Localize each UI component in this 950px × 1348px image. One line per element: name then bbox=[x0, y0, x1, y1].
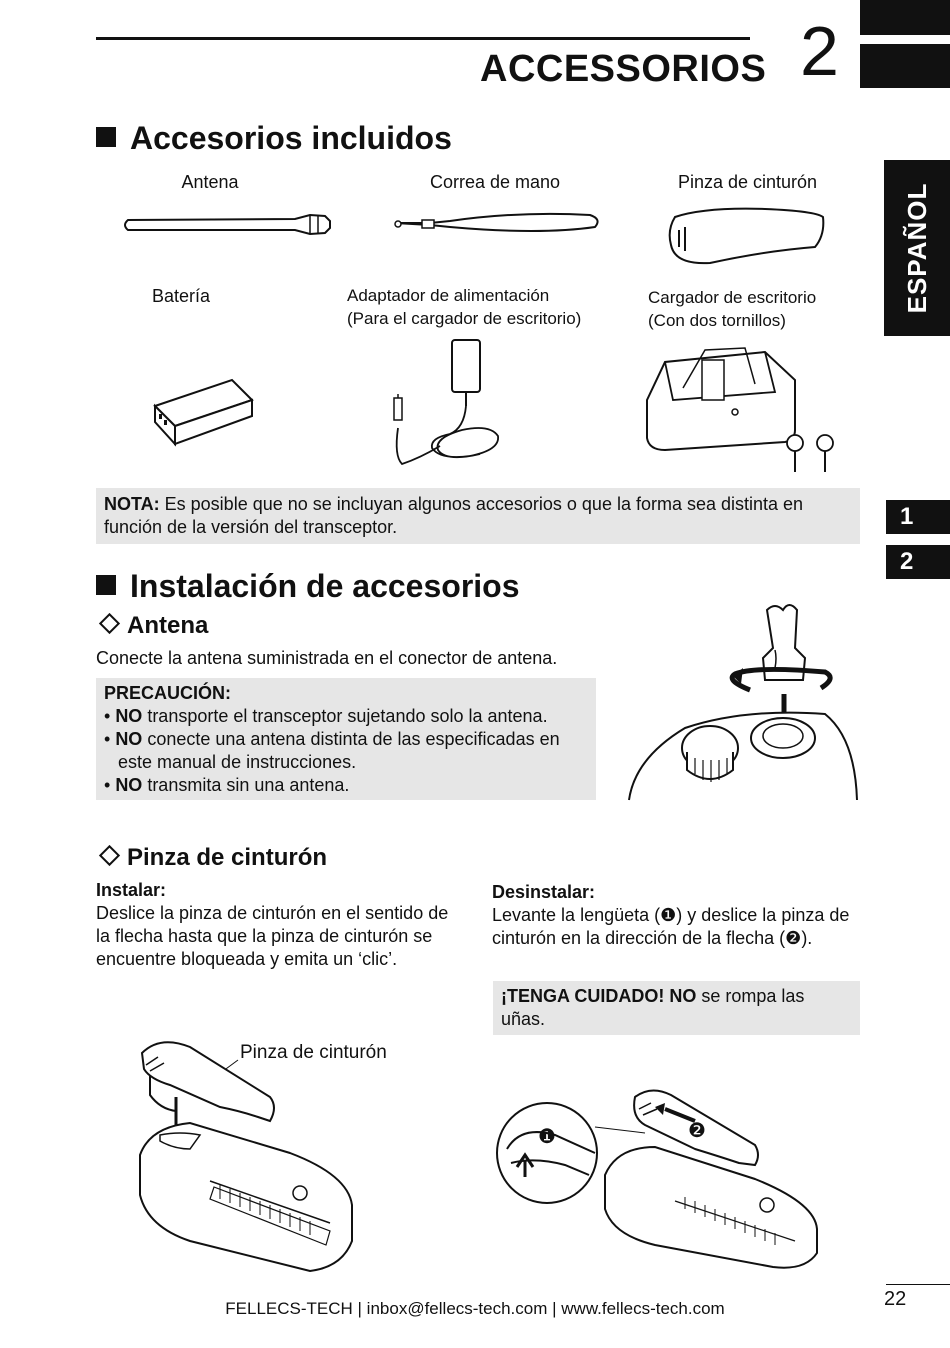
adapter-label-line2: (Para el cargador de escritorio) bbox=[347, 309, 582, 328]
note-box bbox=[96, 488, 860, 544]
remove-title: Desinstalar: bbox=[492, 882, 596, 902]
corner-block bbox=[860, 44, 950, 88]
subheading-belt-clip-text: Pinza de cinturón bbox=[127, 844, 328, 871]
remove-text-part: Levante la lengüeta ( bbox=[492, 905, 661, 925]
step-2-marker: ❷ bbox=[785, 928, 802, 948]
caution-bold: NO bbox=[115, 775, 143, 795]
item-label-antenna: Antena bbox=[181, 172, 239, 192]
page-number: 22 bbox=[884, 1288, 907, 1310]
ac-adapter-icon bbox=[390, 338, 510, 470]
remove-text-part: ). bbox=[801, 928, 813, 948]
install-title: Instalar: bbox=[96, 880, 167, 900]
language-tab[interactable] bbox=[884, 160, 950, 336]
caution-text: transporte el transceptor sujetando solo la antena. bbox=[142, 706, 548, 726]
caution-bold: NO bbox=[115, 706, 143, 726]
antenna-instruction: Conecte la antena suministrada en el conector de antena. bbox=[96, 648, 558, 668]
subheading-antenna-text: Antena bbox=[127, 612, 209, 639]
hand-strap-icon bbox=[390, 205, 605, 245]
charger-label-line2: (Con dos tornillos) bbox=[648, 311, 786, 330]
caution-item: • NO transmita sin una antena. bbox=[104, 775, 350, 795]
caution-bold: NO bbox=[115, 729, 143, 749]
belt-clip-install-illustration bbox=[130, 1035, 360, 1275]
item-label-charger bbox=[648, 286, 848, 332]
caution-box bbox=[96, 678, 596, 800]
subheading-antenna bbox=[96, 612, 208, 640]
diamond-bullet-icon bbox=[99, 845, 120, 866]
warning-box bbox=[493, 981, 860, 1035]
caution-text: transmita sin una antena. bbox=[142, 775, 350, 795]
corner-block bbox=[860, 0, 950, 35]
belt-clip-icon bbox=[665, 205, 825, 270]
desktop-charger-icon bbox=[645, 340, 840, 475]
remove-block bbox=[492, 881, 857, 950]
square-bullet-icon bbox=[96, 127, 116, 147]
caution-item: • NO transporte el transceptor sujetando solo la antena. bbox=[104, 706, 548, 726]
section-heading-text: Accesorios incluidos bbox=[130, 120, 452, 156]
chapter-number: 2 bbox=[800, 12, 839, 90]
item-label-battery: Batería bbox=[151, 286, 211, 306]
install-text: Deslice la pinza de cinturón en el sentido de la flecha hasta que la pinza de cinturón se encuentre bloqueada y emita un ‘clic’. bbox=[96, 903, 449, 969]
item-label-hand-strap: Correa de mano bbox=[429, 172, 561, 192]
figure-label-belt-clip: Pinza de cinturón bbox=[240, 1042, 387, 1063]
item-label-adapter bbox=[347, 284, 607, 330]
remove-text-part: ) y deslice la pinza de cinturón en la dirección de la flecha ( bbox=[492, 905, 850, 948]
section-heading-included bbox=[96, 120, 452, 157]
remove-text bbox=[492, 904, 857, 950]
step-2-marker: ❷ bbox=[688, 1120, 706, 1142]
warning-text: se rompa las uñas. bbox=[501, 986, 805, 1029]
subheading-belt-clip bbox=[96, 844, 327, 872]
square-bullet-icon bbox=[96, 575, 116, 595]
adapter-label-line1: Adaptador de alimentación bbox=[347, 286, 550, 305]
chapter-title: ACCESSORIOS bbox=[480, 48, 767, 90]
belt-clip-remove-illustration bbox=[495, 1085, 825, 1270]
caution-item: • NO conecte una antena distinta de las especificadas en este manual de instrucciones. bbox=[104, 729, 560, 772]
note-text: Es posible que no se incluyan algunos accesorios o que la forma sea distinta en función de la versión del transceptor. bbox=[104, 494, 804, 537]
caution-title: PRECAUCIÓN: bbox=[104, 683, 232, 703]
chapter-tab-1[interactable]: 1 bbox=[886, 500, 950, 534]
caution-text: conecte una antena distinta de las especificadas en este manual de instrucciones. bbox=[118, 729, 560, 772]
footer-rule bbox=[886, 1284, 950, 1285]
install-block bbox=[96, 879, 466, 971]
header-rule bbox=[96, 37, 750, 40]
step-1-marker: ❶ bbox=[660, 905, 677, 925]
footer-text: FELLECS-TECH | inbox@fellecs-tech.com | www.fellecs-tech.com bbox=[225, 1299, 725, 1318]
charger-label-line1: Cargador de escritorio bbox=[648, 288, 817, 307]
section-heading-install bbox=[96, 568, 520, 605]
section-heading-text: Instalación de accesorios bbox=[130, 568, 520, 604]
chapter-tab-2[interactable]: 2 bbox=[886, 545, 950, 579]
caution-list bbox=[104, 705, 588, 797]
diamond-bullet-icon bbox=[99, 613, 120, 634]
item-label-belt-clip: Pinza de cinturón bbox=[677, 172, 818, 192]
step-1-marker: ❶ bbox=[538, 1126, 556, 1148]
battery-icon bbox=[150, 378, 255, 448]
note-label: NOTA: bbox=[104, 494, 160, 514]
warning-bold: ¡TENGA CUIDADO! NO bbox=[501, 986, 697, 1006]
antenna-install-illustration bbox=[625, 598, 860, 803]
antenna-icon bbox=[120, 210, 335, 240]
language-tab-label: ESPAÑOL bbox=[902, 182, 932, 314]
